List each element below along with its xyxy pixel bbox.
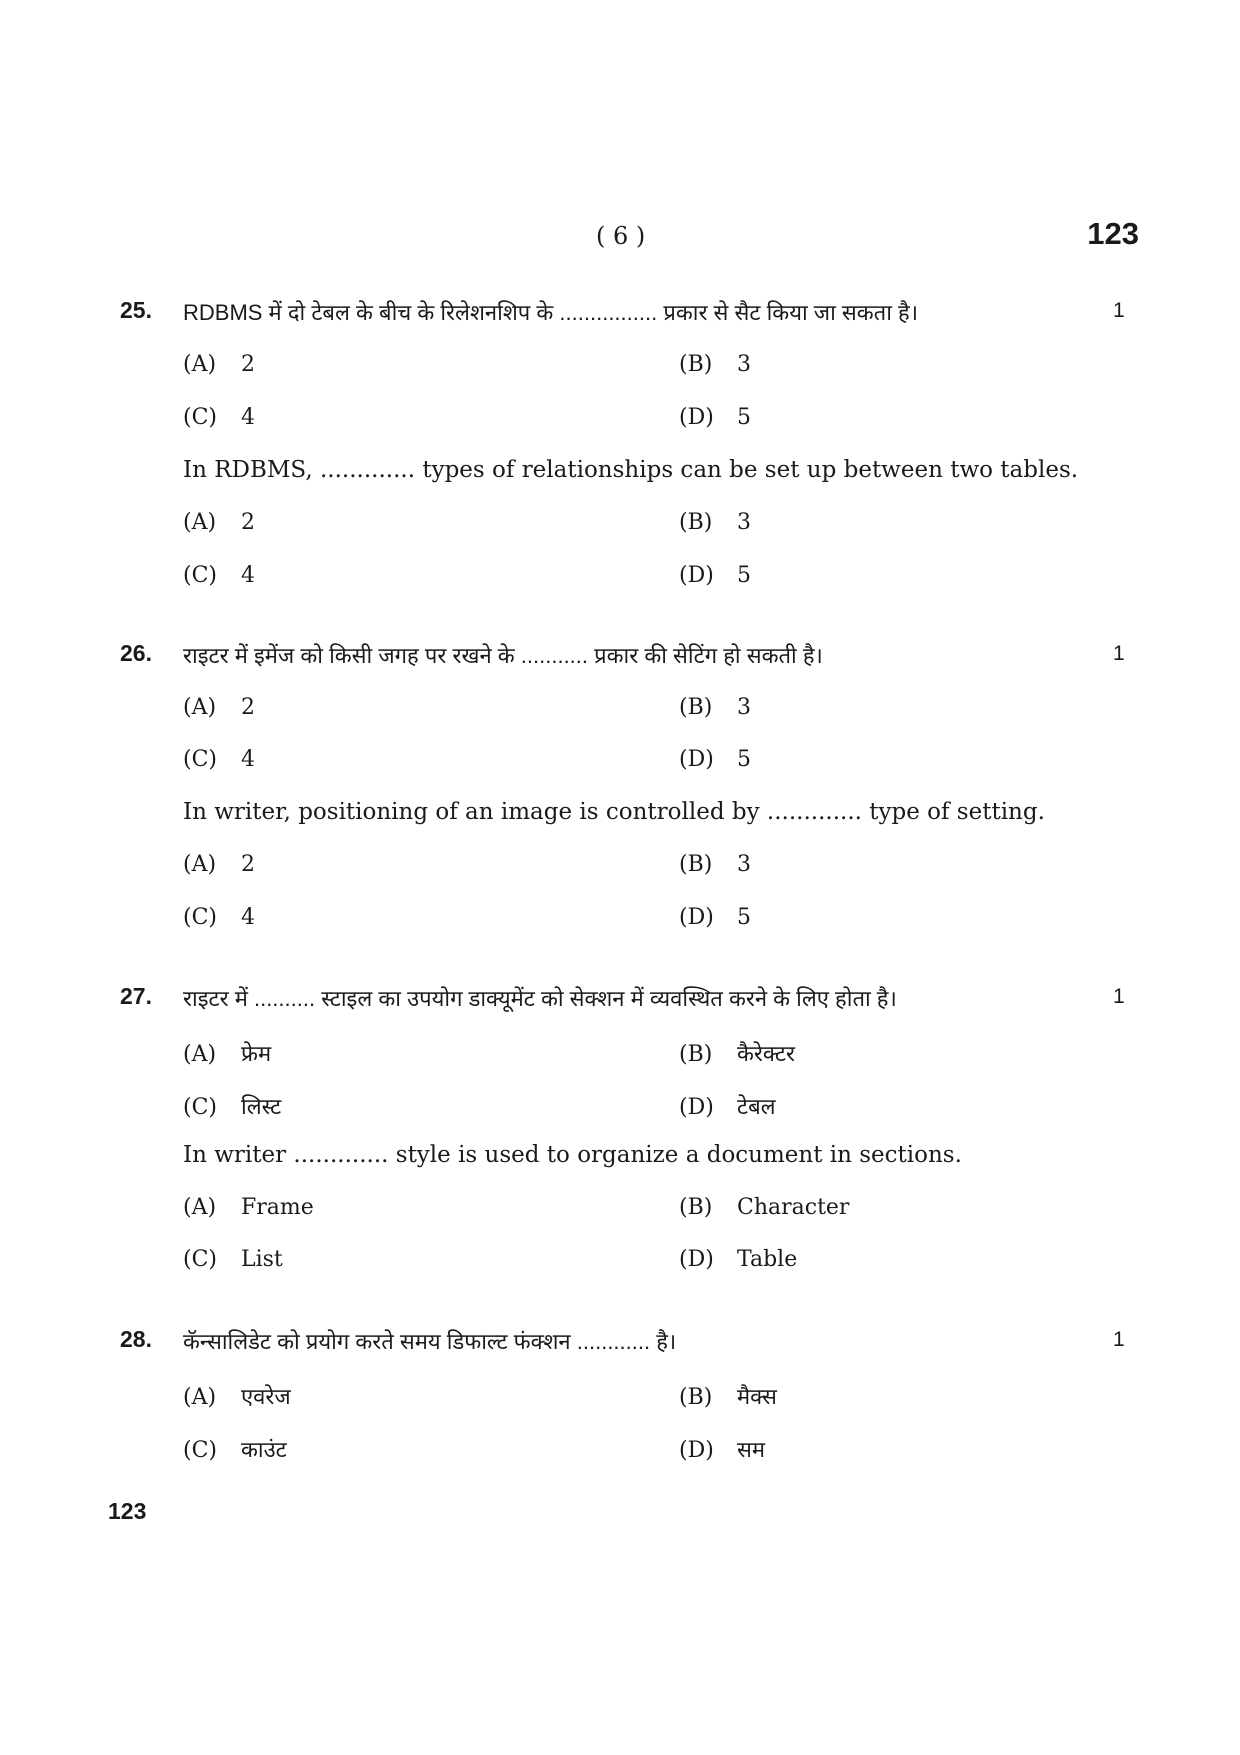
option-c xyxy=(183,1091,281,1121)
question-text-english: In writer ............. style is used to organize a document in sections. xyxy=(183,1142,962,1168)
option-label: (D) xyxy=(679,405,714,430)
option-c xyxy=(183,747,255,772)
option-label: (A) xyxy=(183,1195,217,1220)
question-marks: 1 xyxy=(1113,642,1125,665)
option-a xyxy=(183,695,255,720)
option-label: (D) xyxy=(679,747,714,772)
option-text: 5 xyxy=(737,747,751,772)
option-text: 2 xyxy=(241,352,255,377)
option-label: (B) xyxy=(679,352,713,377)
page-number: ( 6 ) xyxy=(596,222,646,250)
option-text: एवरेज xyxy=(241,1384,291,1409)
option-label: (C) xyxy=(183,1095,217,1120)
option-b xyxy=(679,1381,777,1411)
option-label: (A) xyxy=(183,695,217,720)
option-text: 4 xyxy=(241,563,255,588)
question-marks: 1 xyxy=(1113,1328,1125,1351)
option-d xyxy=(679,1091,776,1121)
option-label: (C) xyxy=(183,1438,217,1463)
option-text: लिस्ट xyxy=(241,1094,282,1119)
option-label: (B) xyxy=(679,1042,713,1067)
option-d xyxy=(679,563,751,588)
option-label: (B) xyxy=(679,1195,713,1220)
option-label: (C) xyxy=(183,563,217,588)
option-text: 5 xyxy=(737,563,751,588)
option-label: (C) xyxy=(183,905,217,930)
option-text: टेबल xyxy=(737,1094,776,1119)
option-d xyxy=(679,405,751,430)
option-text: 3 xyxy=(737,695,751,720)
option-label: (B) xyxy=(679,852,713,877)
paper-code-header: 123 xyxy=(1087,216,1139,251)
option-label: (D) xyxy=(679,1438,714,1463)
option-text: 2 xyxy=(241,852,255,877)
option-c xyxy=(183,405,255,430)
question-text-hindi: राइटर में इमेंज को किसी जगह पर रखने के ........... प्रकार की सेटिंग हो सकती है। xyxy=(183,643,823,668)
option-a xyxy=(183,1038,271,1068)
option-text: फ्रेम xyxy=(241,1041,272,1066)
paper-code-footer: 123 xyxy=(108,1498,147,1524)
question-text-hindi: राइटर में .......... स्टाइल का उपयोग डाक्यूमेंट को सेक्शन में व्यवस्थित करने के लिए होता है। xyxy=(183,986,897,1011)
question-number: 28. xyxy=(120,1326,152,1352)
option-c xyxy=(183,1434,287,1464)
option-label: (A) xyxy=(183,852,217,877)
option-b xyxy=(679,852,751,877)
option-label: (A) xyxy=(183,1042,217,1067)
option-text: 3 xyxy=(737,352,751,377)
option-text: 3 xyxy=(737,510,751,535)
option-label: (B) xyxy=(679,695,713,720)
option-text: 2 xyxy=(241,695,255,720)
option-b xyxy=(679,1038,795,1068)
option-label: (A) xyxy=(183,510,217,535)
option-text: 5 xyxy=(737,405,751,430)
option-text: Frame xyxy=(241,1195,314,1220)
option-label: (D) xyxy=(679,563,714,588)
option-text: List xyxy=(241,1247,283,1272)
option-c xyxy=(183,563,255,588)
option-d xyxy=(679,1247,797,1272)
option-text: मैक्स xyxy=(737,1384,777,1409)
option-text: 4 xyxy=(241,905,255,930)
option-label: (D) xyxy=(679,1095,714,1120)
option-label: (C) xyxy=(183,1247,217,1272)
option-text: 4 xyxy=(241,405,255,430)
option-label: (A) xyxy=(183,1385,217,1410)
option-a xyxy=(183,1381,291,1411)
question-text-english: In RDBMS, ............. types of relationships can be set up between two tables. xyxy=(183,457,1079,483)
option-label: (C) xyxy=(183,405,217,430)
question-marks: 1 xyxy=(1113,985,1125,1008)
option-label: (C) xyxy=(183,747,217,772)
question-text-english: In writer, positioning of an image is controlled by ............. type of setting. xyxy=(183,799,1045,825)
option-label: (B) xyxy=(679,510,713,535)
question-number: 26. xyxy=(120,640,152,666)
option-a xyxy=(183,352,255,377)
option-a xyxy=(183,510,255,535)
option-text: Table xyxy=(737,1247,798,1272)
option-label: (A) xyxy=(183,352,217,377)
option-text: काउंट xyxy=(241,1437,287,1462)
question-number: 27. xyxy=(120,983,152,1009)
option-c xyxy=(183,1247,283,1272)
question-marks: 1 xyxy=(1113,299,1125,322)
option-text: 2 xyxy=(241,510,255,535)
option-a xyxy=(183,1195,314,1220)
option-label: (B) xyxy=(679,1385,713,1410)
option-b xyxy=(679,510,751,535)
option-b xyxy=(679,695,751,720)
question-text-hindi: RDBMS में दो टेबल के बीच के रिलेशनशिप के ................ प्रकार से सैट किया जा सकता है। xyxy=(183,300,919,325)
option-d xyxy=(679,905,751,930)
option-b xyxy=(679,1195,849,1220)
option-label: (D) xyxy=(679,1247,714,1272)
option-c xyxy=(183,905,255,930)
option-text: Character xyxy=(737,1195,850,1220)
option-text: 4 xyxy=(241,747,255,772)
option-text: सम xyxy=(737,1437,766,1462)
question-text-hindi: कॅन्सालिडेट को प्रयोग करते समय डिफाल्ट फंक्शन ............ है। xyxy=(183,1329,677,1354)
option-d xyxy=(679,747,751,772)
option-text: 3 xyxy=(737,852,751,877)
option-b xyxy=(679,352,751,377)
option-text: कैरेक्टर xyxy=(737,1041,795,1066)
option-a xyxy=(183,852,255,877)
option-label: (D) xyxy=(679,905,714,930)
question-number: 25. xyxy=(120,297,152,323)
option-d xyxy=(679,1434,765,1464)
option-text: 5 xyxy=(737,905,751,930)
